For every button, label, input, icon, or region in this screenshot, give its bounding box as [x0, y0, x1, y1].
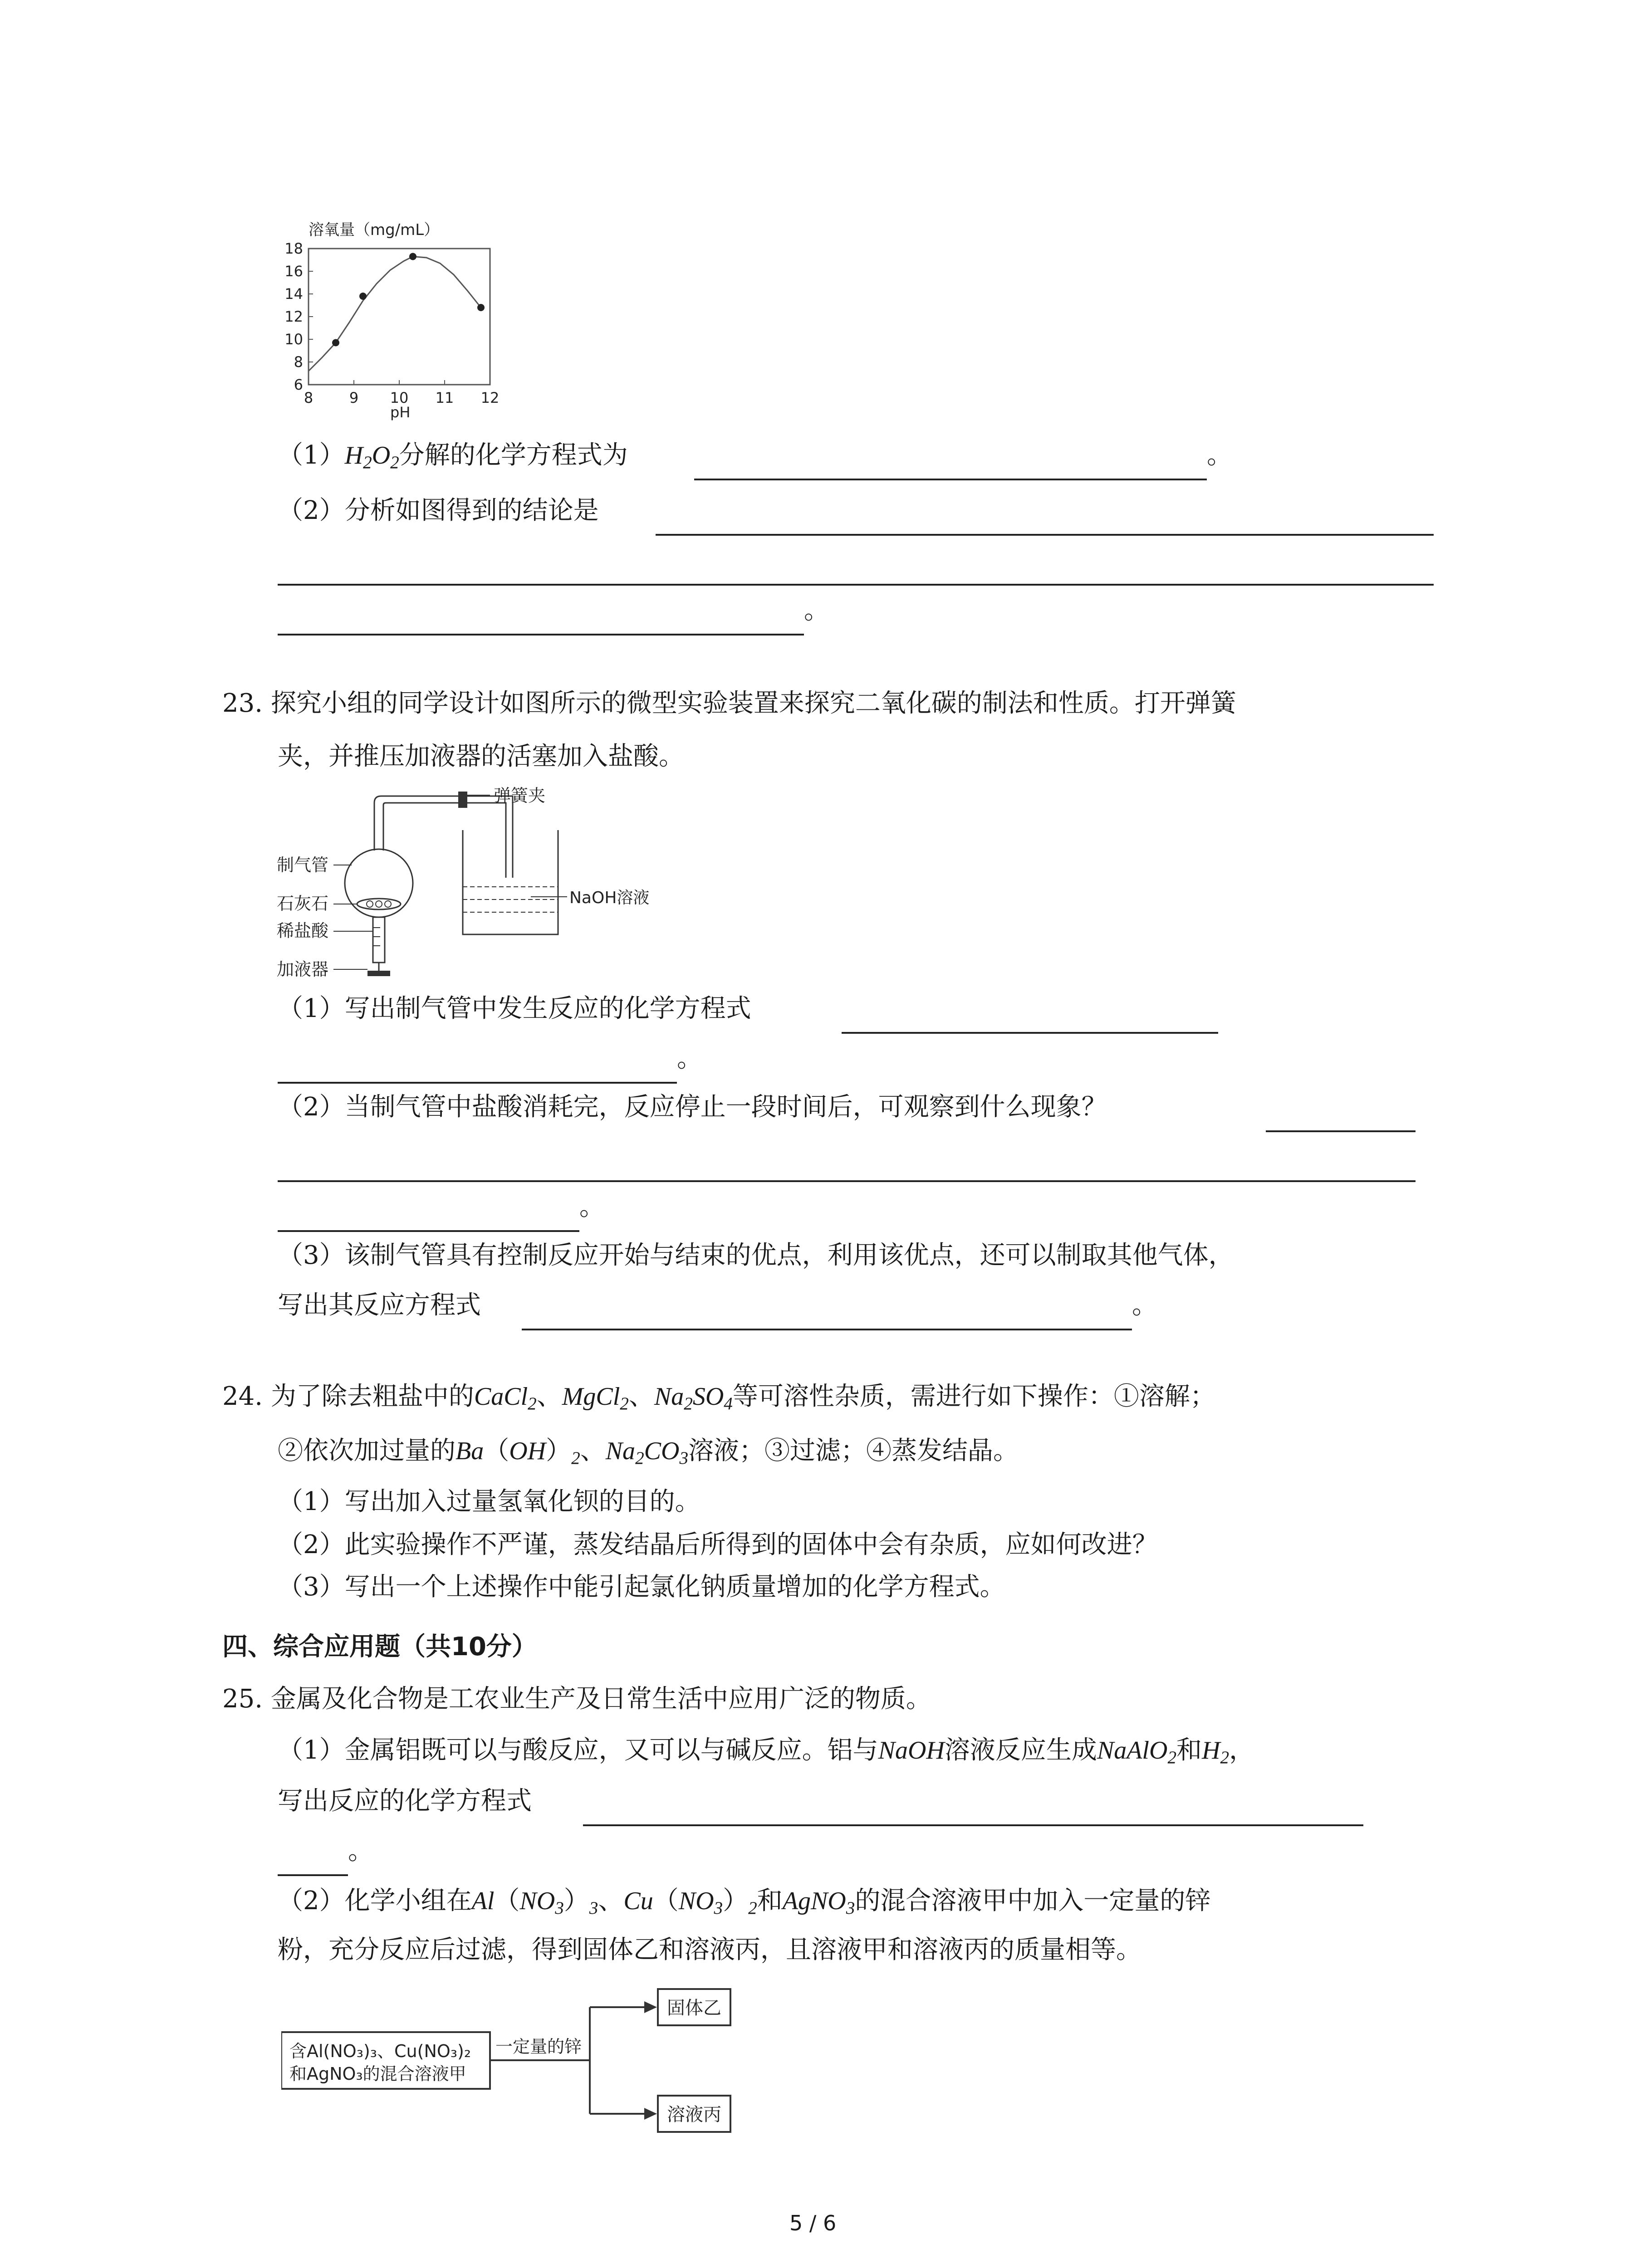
q22-formula-h-sub: 2	[363, 452, 372, 472]
q22-part1-text: 分解的化学方程式为	[399, 440, 628, 470]
q25-p1-and: 和	[1176, 1735, 1202, 1765]
delivery-tube-inner	[383, 803, 506, 878]
q24-mgcl-sub: 2	[620, 1393, 629, 1413]
q23-part3-line2: 写出其反应方程式	[278, 1290, 481, 1320]
chart-curve	[309, 257, 481, 371]
arrowhead-solution	[644, 2108, 657, 2120]
q25-p1-comma: ，	[1229, 1735, 1255, 1765]
limestone-piece-3	[385, 901, 391, 907]
q25-no-1: NO	[519, 1887, 555, 1915]
injector-plunger-head	[367, 971, 390, 976]
q24-mgcl: MgCl	[562, 1383, 620, 1411]
q22-formula-h: H	[344, 441, 363, 469]
q23-part3-answer-blank[interactable]	[522, 1329, 1132, 1330]
y-tick-label: 8	[294, 353, 303, 371]
limestone-piece-2	[376, 901, 382, 907]
q24-co: CO	[644, 1437, 680, 1465]
q23-stem-line1: 23. 探究小组的同学设计如图所示的微型实验装置来探究二氧化碳的制法和性质。打开弹簧	[222, 689, 1236, 718]
q24-stem-line2	[278, 1435, 1019, 1475]
q24-oh: OH	[509, 1437, 546, 1465]
q24-ba: Ba	[456, 1437, 484, 1465]
q24-text-b: 等可溶性杂质，需进行如下操作：①溶解；	[732, 1382, 1215, 1411]
q22-part1-prefix: （1）	[278, 440, 345, 470]
flow-box-solid-b-label: 固体乙	[667, 1998, 721, 2019]
q23-part2-end: 。	[579, 1192, 605, 1222]
y-tick-label: 14	[284, 285, 303, 303]
chart-xlabel: pH	[390, 404, 411, 421]
q24-na: Na	[654, 1383, 684, 1411]
q25-part1-line2: 写出反应的化学方程式	[278, 1786, 532, 1816]
q25-part1-line1	[278, 1734, 1254, 1774]
q24-na2-sub: 2	[635, 1448, 644, 1468]
q24-l2-b: 溶液；③过滤；④蒸发结晶。	[688, 1436, 1019, 1466]
q25-p2-sep: 、	[598, 1886, 624, 1916]
q25-pc-1: ）	[563, 1886, 589, 1916]
q23-part3-end: 。	[1132, 1290, 1157, 1320]
y-tick-label: 18	[284, 240, 303, 257]
flow-arrow-label: 一定量的锌	[495, 2037, 582, 2057]
q24-l2-sep: 、	[580, 1436, 606, 1466]
label-injector: 加液器	[277, 959, 329, 979]
q25-part1-answer-blank-1[interactable]	[583, 1824, 1363, 1826]
q25-al-sub: 3	[589, 1898, 598, 1918]
q22-part2-answer-blank-2[interactable]	[278, 584, 1434, 586]
q25-p2-he: 和	[757, 1886, 783, 1916]
data-point	[409, 253, 416, 260]
q25-pc-2: ）	[723, 1886, 749, 1916]
delivery-tube	[374, 796, 513, 878]
data-point	[477, 304, 485, 311]
chart-ylabel: 溶氧量（mg/mL）	[309, 221, 440, 239]
q23-part2-answer-blank-1[interactable]	[1266, 1130, 1416, 1132]
flow-box-solution-a-line1: 含Al(NO₃)₃、Cu(NO₃)₂	[289, 2041, 471, 2061]
q25-h: H	[1202, 1736, 1220, 1765]
q23-stem-line2: 夹，并推压加液器的活塞加入盐酸。	[278, 742, 684, 771]
y-tick-label: 10	[284, 331, 303, 348]
page-number: 5 / 6	[789, 2211, 837, 2235]
q23-part2: （2）当制气管中盐酸消耗完，反应停止一段时间后，可观察到什么现象？	[278, 1092, 1107, 1122]
q24-paren-close: ）	[546, 1436, 572, 1466]
x-tick-label: 10	[390, 389, 409, 406]
co2-apparatus-figure	[277, 782, 685, 982]
beaker	[463, 830, 558, 934]
q24-co-sub: 3	[679, 1448, 689, 1468]
q25-cu-sub: 2	[748, 1898, 757, 1918]
q24-cacl-sub: 2	[528, 1393, 537, 1413]
q25-al: Al	[471, 1887, 495, 1915]
q25-no-2-sub: 3	[714, 1898, 723, 1918]
dissolved-oxygen-chart	[272, 213, 544, 422]
q24-so: SO	[692, 1383, 724, 1411]
q25-stem: 25. 金属及化合物是工农业生产及日常生活中应用广泛的物质。	[222, 1684, 931, 1714]
q25-agno: AgNO	[782, 1887, 846, 1915]
injector-barrel	[373, 917, 385, 963]
data-point	[332, 339, 339, 347]
q24-so-sub: 4	[724, 1393, 733, 1413]
q25-flow-diagram	[281, 1982, 762, 2146]
q25-p1-a: （1）金属铝既可以与酸反应，又可以与碱反应。铝与	[278, 1735, 878, 1765]
q24-na2: Na	[605, 1437, 636, 1465]
q25-naalo-sub: 2	[1167, 1747, 1177, 1767]
x-tick-label: 9	[349, 389, 359, 406]
q25-naoh: NaOH	[878, 1736, 945, 1765]
q25-part1-end: 。	[348, 1836, 373, 1866]
q24-paren-open: （	[484, 1436, 509, 1466]
q22-part1	[278, 439, 628, 479]
q24-part2: （2）此实验操作不严谨，蒸发结晶后所得到的固体中会有杂质，应如何改进？	[278, 1530, 1158, 1559]
flow-box-solution-c-label: 溶液丙	[667, 2104, 721, 2125]
label-clamp: 弹簧夹	[494, 786, 546, 806]
q23-part1-answer-blank-2[interactable]	[278, 1082, 677, 1084]
x-tick-label: 12	[480, 389, 500, 406]
q24-part1: （1）写出加入过量氢氧化钡的目的。	[278, 1487, 700, 1516]
x-tick-label: 8	[304, 389, 314, 406]
q23-part1-end: 。	[677, 1044, 702, 1073]
q23-part1-answer-blank-1[interactable]	[842, 1032, 1218, 1034]
q24-sep-2: 、	[628, 1382, 654, 1411]
q24-stem-line1	[222, 1380, 1215, 1420]
q25-po-2: （	[653, 1886, 679, 1916]
q22-part2: （2）分析如图得到的结论是	[278, 496, 599, 525]
q23-part2-answer-blank-2[interactable]	[278, 1180, 1416, 1182]
q24-cacl: CaCl	[474, 1383, 528, 1411]
flow-box-solution-a-line2: 和AgNO₃的混合溶液甲	[289, 2064, 466, 2084]
q25-agno-sub: 3	[846, 1898, 855, 1918]
chart-plot-frame	[309, 249, 490, 385]
q24-sep-1: 、	[536, 1382, 562, 1411]
q24-na-sub: 2	[684, 1393, 693, 1413]
y-tick-label: 6	[294, 376, 303, 393]
limestone-pieces	[357, 899, 401, 909]
q25-p1-b: 溶液反应生成	[944, 1735, 1097, 1765]
q24-part3: （3）写出一个上述操作中能引起氯化钠质量增加的化学方程式。	[278, 1572, 1005, 1602]
section4-title: 四、综合应用题（共10分）	[222, 1632, 537, 1662]
q25-naalo: NaAlO	[1097, 1736, 1168, 1765]
q25-p2-b: 的混合溶液甲中加入一定量的锌	[855, 1886, 1211, 1916]
data-point	[359, 293, 367, 300]
arrowhead-solid	[644, 2001, 657, 2013]
limestone-piece-1	[367, 901, 373, 907]
y-tick-label: 12	[284, 308, 303, 325]
q22-part2-answer-blank-1[interactable]	[656, 534, 1434, 536]
x-tick-label: 11	[435, 389, 454, 406]
q24-oh-sub: 2	[571, 1448, 580, 1468]
q22-formula-o: O	[372, 441, 391, 469]
q25-no-1-sub: 3	[555, 1898, 564, 1918]
q25-cu: Cu	[623, 1887, 653, 1915]
q22-part1-answer-blank[interactable]	[694, 479, 1207, 480]
q25-part2-line1	[278, 1885, 1210, 1925]
label-dilute-acid: 稀盐酸	[277, 921, 329, 941]
q22-part1-end: 。	[1207, 440, 1232, 470]
q25-part2-line2: 粉，充分反应后过滤，得到固体乙和溶液丙，且溶液甲和溶液丙的质量相等。	[278, 1935, 1141, 1965]
q22-part2-end: 。	[804, 596, 829, 625]
q23-part2-answer-blank-3[interactable]	[278, 1230, 579, 1232]
q25-po-1: （	[494, 1886, 520, 1916]
label-naoh: NaOH溶液	[569, 889, 650, 907]
label-gas-tube: 制气管	[277, 855, 329, 875]
q25-part1-answer-blank-2[interactable]	[278, 1874, 348, 1876]
q25-no-2: NO	[678, 1887, 714, 1915]
q24-l2-a: ②依次加过量的	[278, 1436, 456, 1466]
q23-part1: （1）写出制气管中发生反应的化学方程式	[278, 994, 751, 1023]
spring-clamp	[458, 792, 467, 808]
q22-part2-answer-blank-3[interactable]	[278, 634, 804, 635]
chart-points	[332, 253, 485, 347]
label-limestone: 石灰石	[277, 894, 329, 914]
q25-h-sub: 2	[1220, 1747, 1230, 1767]
q22-formula-o-sub: 2	[390, 452, 399, 472]
q24-text-a: 24. 为了除去粗盐中的	[222, 1382, 474, 1411]
q25-p2-a: （2）化学小组在	[278, 1886, 472, 1916]
q23-part3-line1: （3）该制气管具有控制反应开始与结束的优点，利用该优点，还可以制取其他气体，	[278, 1241, 1234, 1270]
y-tick-label: 16	[284, 263, 303, 280]
